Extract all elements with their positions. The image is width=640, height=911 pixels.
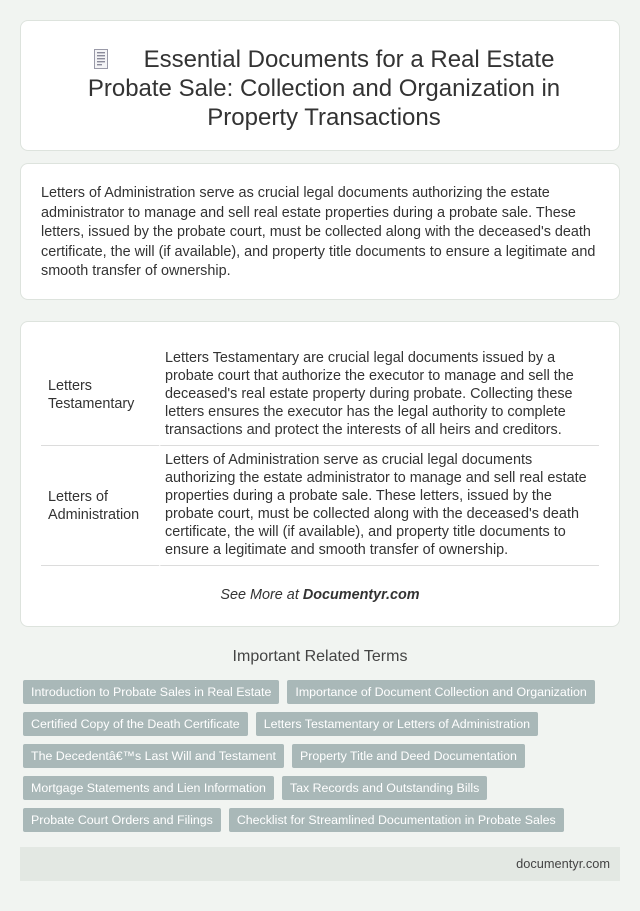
description-cell: Letters of Administration serve as crucial legal documents authorizing the estate administrator to manage and sell real estate properties during a probate sale. These letters, issued by the probate court, must be collected along with the deceased's death certificate, the will (if available), and property title documents to ensure a legitimate and smooth transfer of ownership. [159,446,599,566]
related-term-tag[interactable]: Certified Copy of the Death Certificate [23,712,248,736]
intro-card [20,163,620,300]
related-term-tag[interactable]: Probate Court Orders and Filings [23,808,221,832]
footer [20,847,620,881]
related-term-tag[interactable]: Tax Records and Outstanding Bills [282,776,487,800]
related-term-tag[interactable]: Property Title and Deed Documentation [292,744,525,768]
table-row [41,344,599,446]
related-terms-list [23,680,603,832]
documents-table [41,344,599,566]
related-term-tag[interactable]: Letters Testamentary or Letters of Administration [256,712,538,736]
related-terms-heading: Important Related Terms [232,648,408,665]
document-icon [94,47,108,67]
documents-table-card [20,321,620,627]
intro-text: Letters of Administration serve as crucial legal documents authorizing the estate administrator to manage and sell real estate properties during a probate sale. These letters, issued by the probate court, must be collected along with the deceased's death certificate, the will (if available), and property title documents to ensure a legitimate and smooth transfer of ownership. [41,185,596,280]
related-term-tag[interactable]: Importance of Document Collection and Organization [287,680,594,704]
related-term-tag[interactable]: Introduction to Probate Sales in Real Estate [23,680,279,704]
title-card [20,20,620,151]
page-title [49,45,599,132]
related-term-tag[interactable]: Mortgage Statements and Lien Information [23,776,274,800]
footer-site-link[interactable]: documentyr.com [516,856,610,871]
table-row [41,446,599,566]
related-term-tag[interactable]: The Decedentâ€™s Last Will and Testament [23,744,284,768]
see-more-prefix: See More at [220,587,303,603]
see-more-link[interactable]: Documentyr.com [302,587,420,603]
related-term-tag[interactable]: Checklist for Streamlined Documentation in Probate Sales [229,808,564,832]
description-cell: Letters Testamentary are crucial legal documents issued by a probate court that authorize the executor to manage and sell the deceased's real estate property during probate. Collecting these letters ensures the executor has the legal authority to complete transactions and protect the interests of all heirs and creditors. [159,344,599,446]
term-cell: Letters Testamentary [41,344,159,446]
page-title-text: Essential Documents for a Real Estate Probate Sale: Collection and Organization in Property Transactions [87,46,561,131]
term-cell: Letters of Administration [41,446,159,566]
see-more [21,587,619,603]
